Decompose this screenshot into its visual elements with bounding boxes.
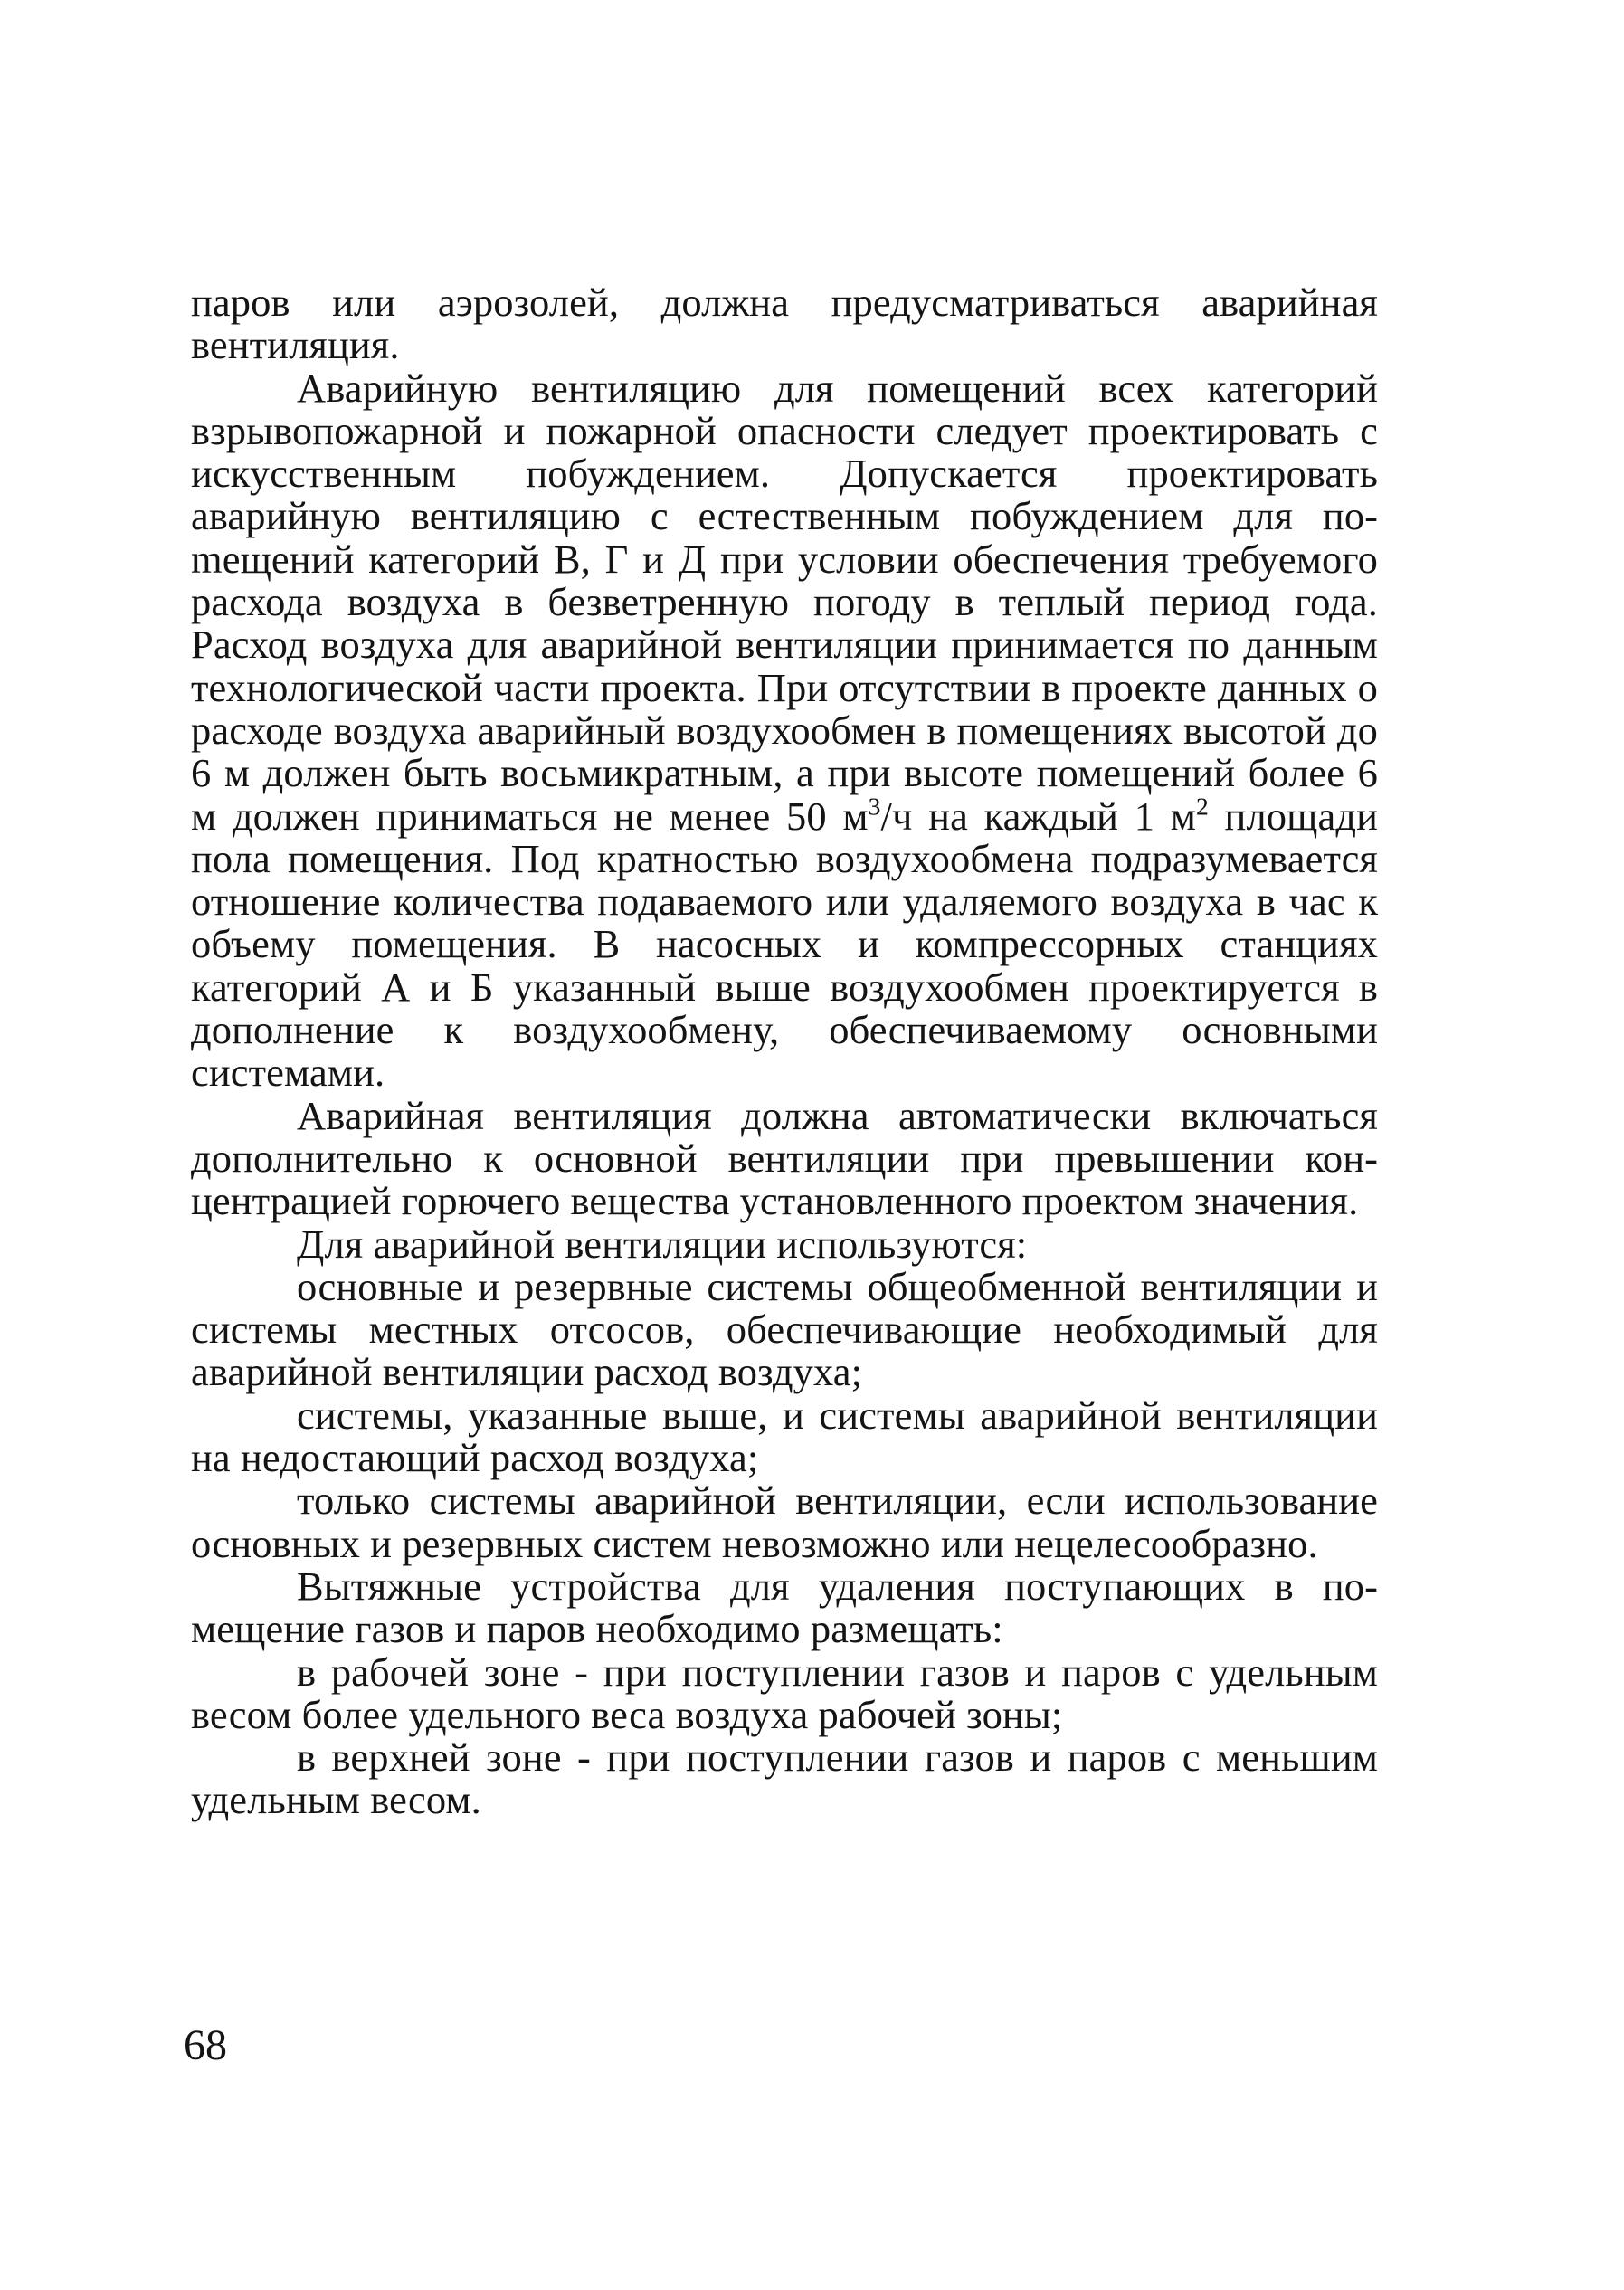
paragraph-4-systems-used [191, 1223, 1378, 1266]
list-item-emergency-only [191, 1479, 1378, 1565]
paragraph-text: Для аварийной вентиляции используются: [297, 1221, 1028, 1267]
paragraph-text: в рабочей зоне - при поступлении газов и паров с удельным весом более удельного веса воздуха рабочей зоны; [191, 1649, 1378, 1737]
paragraph-text: Вытяжные устройства для удаления поступающих в помещение газов и паров необходимо размещать: [191, 1563, 1378, 1652]
paragraph-text: площади пола помещения. Под кратностью воздухообмена подразумевается отношение количества подаваемого или удаляемого воздуха в час к объему помещения. В насосных и компрессорных станциях категорий А и Б указанный выше воздухообмен проектируется в дополнение к воздухообмену, обеспечиваемому основными системами. [191, 793, 1378, 1096]
paragraph-text: системы, указанные выше, и системы аварийной вентиляции на недостающий расход воздуха; [191, 1392, 1378, 1481]
paragraph-text: только системы аварийной вентиляции, если использование основных и резервных систем невозможно или нецелесообразно. [191, 1478, 1378, 1566]
page-number: 68 [184, 2021, 227, 2069]
list-item-combined-systems [191, 1394, 1378, 1480]
paragraph-text: Аварийную вентиляцию для помещений всех категорий взрывопожарной и пожарной опасности следует проектировать с искусственным побуждением. Допускается проектировать аварийную вентиляцию с естественным побуждением для поmещений категорий В, Г и Д при условии обеспечения требуемого расхода воздуха в безветренную погоду в теплый период года. Расход воздуха для аварийной вентиляции принимается по данным технологической части проекта. При отсутствии в проекте данных о расходе воздуха аварийный воздухообмен в помещениях высотой до 6 м должен быть восьмикратным, а при высоте помещений более 6 м должен приниматься не менее 50 м [191, 365, 1378, 839]
paragraph-text: основные и резервные системы общеобменной вентиляции и системы местных отсосов, обеспечивающие необходимый для аварийной вентиляции расход воздуха; [191, 1263, 1378, 1395]
page-body-text [191, 281, 1378, 1822]
list-item-main-reserve-systems [191, 1263, 1378, 1395]
paragraph-text: Аварийная вентиляция должна автоматически включаться дополнительно к основной вентиляции при превышении концентрацией горючего вещества установленного проектом значения. [191, 1092, 1378, 1224]
paragraph-2-emergency-ventilation-design [191, 367, 1378, 1095]
paragraph-exhaust-placement [191, 1565, 1378, 1651]
superscript-square: 2 [1195, 792, 1209, 821]
paragraph-text: паров или аэрозолей, должна предусматриваться аварийная вентиляция. [191, 280, 1378, 368]
paragraph-text: в верхней зоне - при поступлении газов и паров с меньшим удельным весом. [191, 1734, 1378, 1823]
paragraph-3-automatic-activation [191, 1092, 1378, 1224]
list-item-working-zone [191, 1651, 1378, 1737]
superscript-cubic: 3 [868, 792, 881, 821]
list-item-upper-zone [191, 1736, 1378, 1822]
paragraph-1-continuation [191, 281, 1378, 367]
paragraph-text: /ч на каждый 1 м [880, 793, 1196, 839]
